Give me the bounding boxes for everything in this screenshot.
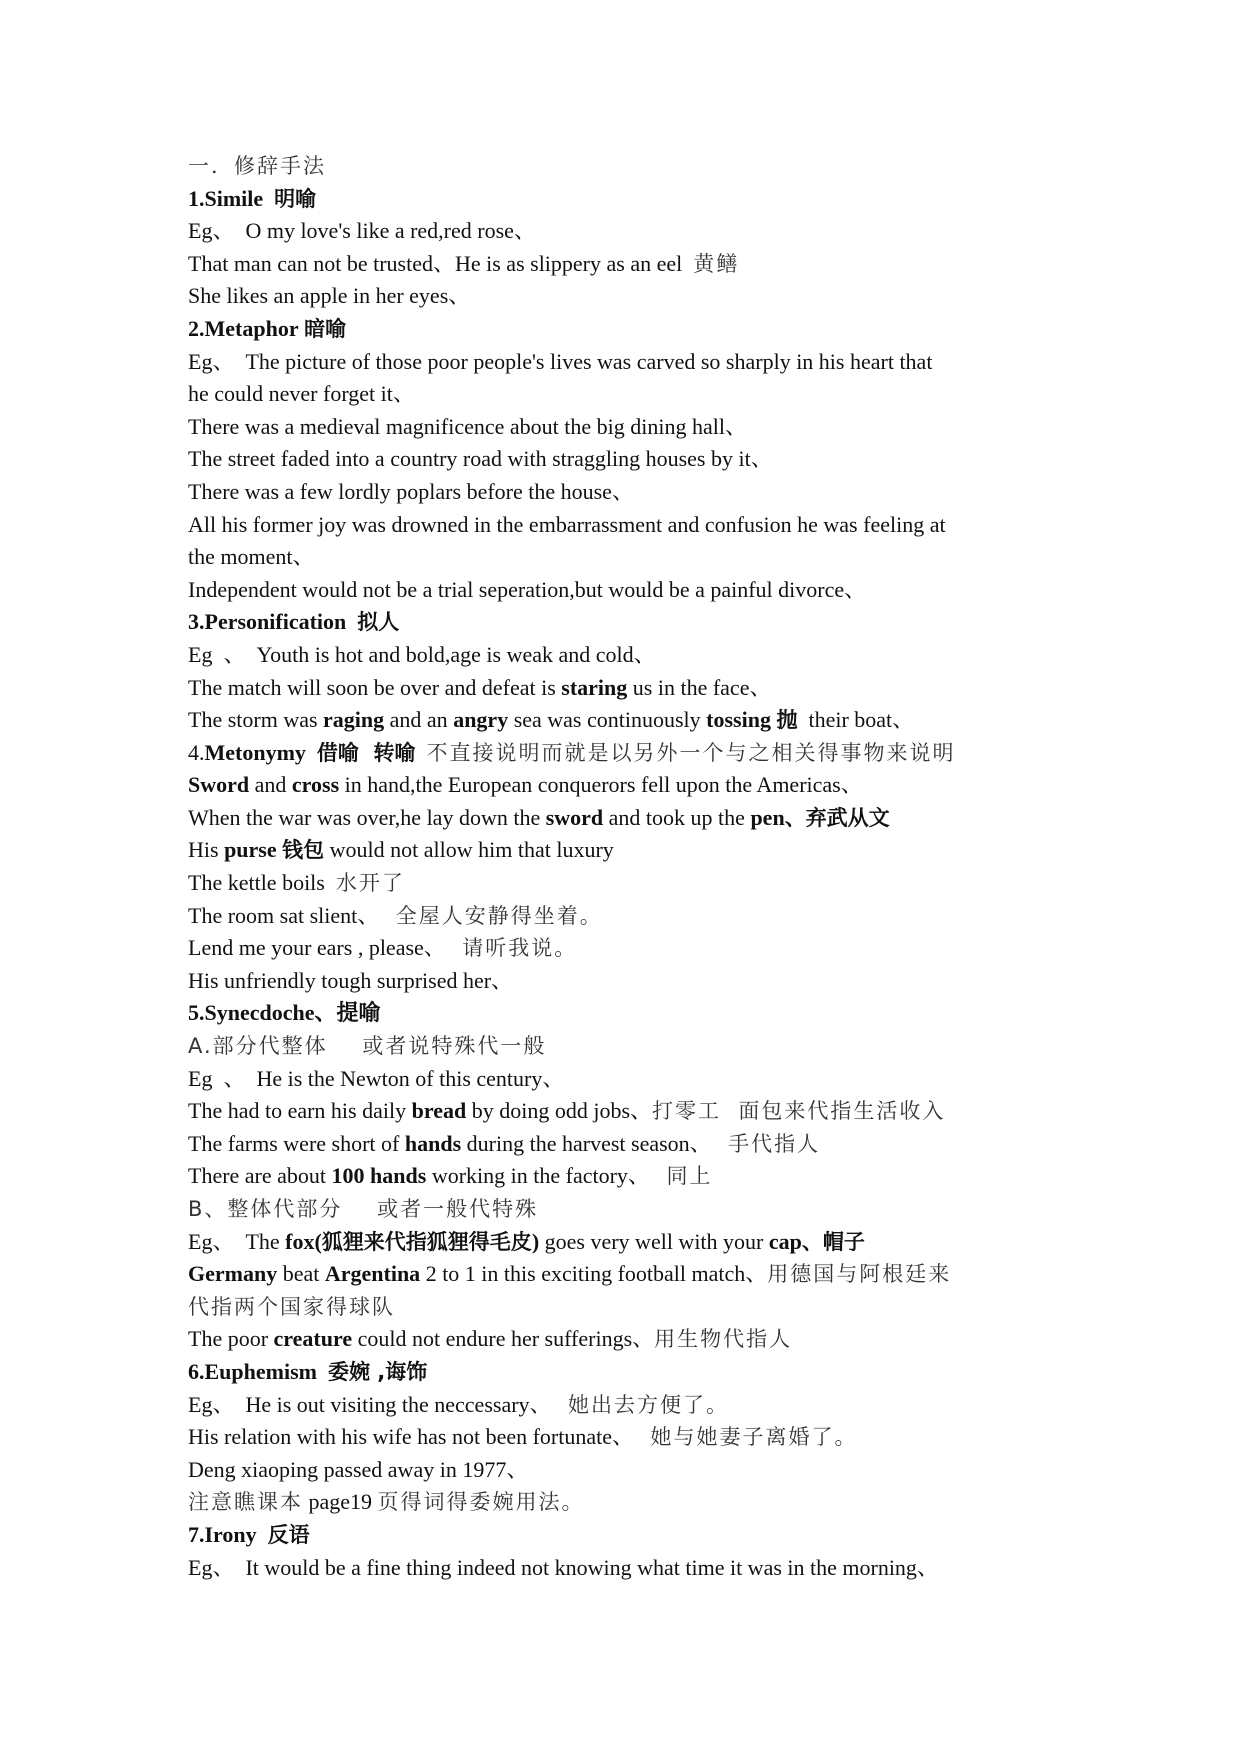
metaphor-example-1b: he could never forget it、 <box>188 381 415 407</box>
metonymy-example-4 <box>188 867 1068 900</box>
simile-example-1: Eg、 O my love's like a red,red rose、 <box>188 218 536 244</box>
text: goes very well with your <box>539 1228 769 1254</box>
keyword-cn: 狐狸来代指狐狸得毛皮 <box>321 1229 532 1254</box>
example-note: 手代指人 <box>728 1131 821 1156</box>
keyword-cn: 钱包 <box>282 838 325 863</box>
metonymy-example-2 <box>188 802 1068 835</box>
heading-cn: 拟人 <box>357 610 400 635</box>
heading: 5.Synecdoche、提喻 <box>188 1000 381 1026</box>
text: Eg、 The <box>188 1228 286 1254</box>
text: The room sat slient、 <box>188 902 380 928</box>
text: beat <box>277 1261 325 1287</box>
simile-heading <box>188 183 1068 216</box>
text: The farms were short of <box>188 1130 405 1156</box>
metaphor-example-6: Independent would not be a trial seperation,but would be a painful divorce、 <box>188 576 867 602</box>
example-note: 全屋人安静得坐着。 <box>395 903 603 928</box>
heading-en: 7.Irony <box>188 1521 257 1547</box>
keyword: fox( <box>285 1228 322 1254</box>
example-note: 同上 <box>666 1164 713 1189</box>
heading-en: 3.Personification <box>188 609 347 635</box>
simile-example-3: She likes an apple in her eyes、 <box>188 283 471 309</box>
example-note: 黄鳝 <box>693 251 740 276</box>
metaphor-heading <box>188 313 1068 346</box>
example-note: 请听我说。 <box>462 936 578 961</box>
metonymy-example-7: His unfriendly tough surprised her、 <box>188 967 514 993</box>
synecdoche-part-a: A.部分代整体 或者说特殊代一般 <box>188 1034 547 1059</box>
note-text: 页得词得委婉用法。 <box>377 1490 585 1515</box>
euphemism-textbook-note <box>188 1486 1068 1519</box>
keyword: bread <box>411 1098 467 1124</box>
text: could not endure her sufferings、 <box>352 1326 655 1352</box>
text: would not allow him that luxury <box>324 837 614 863</box>
personification-example-3 <box>188 704 1068 737</box>
keyword: tossing <box>706 707 771 733</box>
keyword: purse <box>224 837 277 863</box>
text: The had to earn his daily <box>188 1098 412 1124</box>
note-page: page19 <box>303 1489 378 1515</box>
keyword: sword <box>545 804 604 830</box>
keyword: Sword <box>188 772 250 798</box>
keyword-cn: 、弃武从文 <box>784 805 890 830</box>
example-note: 她出去方便了。 <box>568 1392 730 1417</box>
metaphor-example-2: There was a medieval magnificence about the big dining hall、 <box>188 413 747 439</box>
metaphor-example-5a: All his former joy was drowned in the embarrassment and confusion he was feeling at <box>188 511 946 537</box>
section-title: 一．修辞手法 <box>188 154 326 178</box>
heading-en: 6.Euphemism <box>188 1358 317 1384</box>
text: and <box>249 772 292 798</box>
text: and took up the <box>603 804 751 830</box>
text: His <box>188 837 225 863</box>
keyword: cap <box>768 1228 802 1254</box>
synecdoche-example-6b: 代指两个国家得球队 <box>188 1294 395 1319</box>
text: There are about <box>188 1163 332 1189</box>
example-note: 水开了 <box>335 871 405 896</box>
metonymy-heading <box>188 737 1068 770</box>
synecdoche-part-b: B、整体代部分 或者一般代特殊 <box>188 1197 539 1221</box>
text: us in the face、 <box>627 674 772 700</box>
euphemism-example-1 <box>188 1389 1068 1422</box>
heading-cn: 借喻 转喻 <box>316 740 416 765</box>
metaphor-example-3: The street faded into a country road with straggling houses by it、 <box>188 446 773 472</box>
keyword: cross <box>291 772 340 798</box>
metonymy-example-5 <box>188 900 1068 933</box>
text: The poor <box>188 1326 274 1352</box>
text: Eg、 He is out visiting the neccessary、 <box>188 1391 552 1417</box>
euphemism-heading <box>188 1356 1068 1389</box>
heading-en: 2.Metaphor <box>188 315 299 341</box>
keyword: hands <box>404 1130 462 1156</box>
keyword: pen <box>750 804 785 830</box>
metaphor-example-5b: the moment、 <box>188 544 315 570</box>
metonymy-example-6 <box>188 932 1068 965</box>
heading-note: 不直接说明而就是以另外一个与之相关得事物来说明 <box>426 740 956 765</box>
text: The storm was <box>188 707 324 733</box>
keyword: raging <box>323 707 385 733</box>
text: The match will soon be over and defeat is <box>188 674 562 700</box>
heading-cn: 明喻 <box>274 186 317 211</box>
synecdoche-example-2 <box>188 1095 1068 1128</box>
metonymy-example-3 <box>188 834 1068 867</box>
example-note: 她与她妻子离婚了。 <box>650 1425 858 1450</box>
document-page <box>188 150 1068 1584</box>
text: by doing odd jobs、 <box>466 1098 653 1124</box>
heading-en: 1.Simile <box>188 185 264 211</box>
euphemism-example-2 <box>188 1421 1068 1454</box>
keyword: creature <box>273 1326 353 1352</box>
heading-cn: 委婉 ,诲饰 <box>327 1359 428 1384</box>
example-note: 用德国与阿根廷来 <box>767 1262 952 1287</box>
keyword: staring <box>561 674 628 700</box>
metonymy-example-1 <box>188 769 1068 802</box>
heading-cn: 暗喻 <box>304 316 347 341</box>
keyword: Argentina <box>324 1261 421 1287</box>
heading-cn: 反语 <box>267 1522 310 1547</box>
personification-example-1: Eg 、 Youth is hot and bold,age is weak and cold、 <box>188 641 656 667</box>
synecdoche-example-6a <box>188 1258 1068 1291</box>
synecdoche-example-7 <box>188 1323 1068 1356</box>
metaphor-example-4: There was a few lordly poplars before the house、 <box>188 478 634 504</box>
text: and an <box>384 707 454 733</box>
keyword-cn: 、帽子 <box>801 1229 865 1254</box>
text: their boat、 <box>797 707 915 733</box>
synecdoche-heading <box>188 997 1068 1030</box>
irony-example-1: Eg、 It would be a fine thing indeed not knowing what time it was in the morning、 <box>188 1554 939 1580</box>
heading-num: 4. <box>188 739 205 765</box>
text: working in the factory、 <box>426 1163 650 1189</box>
text: sea was continuously <box>508 707 707 733</box>
personification-heading <box>188 606 1068 639</box>
simile-example-2 <box>188 248 1068 281</box>
text: The kettle boils <box>188 870 325 896</box>
text: Lend me your ears , please、 <box>188 935 446 961</box>
keyword: Germany <box>188 1261 278 1287</box>
synecdoche-example-5 <box>188 1226 1068 1259</box>
keyword: 100 hands <box>331 1163 427 1189</box>
synecdoche-example-4 <box>188 1160 1068 1193</box>
personification-example-2 <box>188 672 1068 705</box>
text: When the war was over,he lay down the <box>188 804 546 830</box>
metaphor-example-1a: Eg、 The picture of those poor people's lives was carved so sharply in his heart that <box>188 348 933 374</box>
text: 2 to 1 in this exciting football match、 <box>420 1261 768 1287</box>
synecdoche-example-1: Eg 、 He is the Newton of this century、 <box>188 1065 565 1091</box>
text: His relation with his wife has not been fortunate、 <box>188 1424 635 1450</box>
keyword-cn: 抛 <box>776 708 798 733</box>
note-text: 注意瞧课本 <box>188 1490 303 1515</box>
example-text: That man can not be trusted、He is as slippery as an eel <box>188 250 683 276</box>
irony-heading <box>188 1519 1068 1552</box>
example-note: 用生物代指人 <box>654 1327 793 1352</box>
text: during the harvest season、 <box>461 1130 712 1156</box>
keyword: ) <box>531 1228 540 1254</box>
synecdoche-example-3 <box>188 1128 1068 1161</box>
example-note: 打零工 面包来代指生活收入 <box>652 1099 946 1124</box>
euphemism-example-3: Deng xiaoping passed away in 1977、 <box>188 1456 529 1482</box>
keyword: angry <box>453 707 509 733</box>
heading-en: Metonymy <box>204 739 306 765</box>
text: in hand,the European conquerors fell upon the Americas、 <box>339 772 863 798</box>
